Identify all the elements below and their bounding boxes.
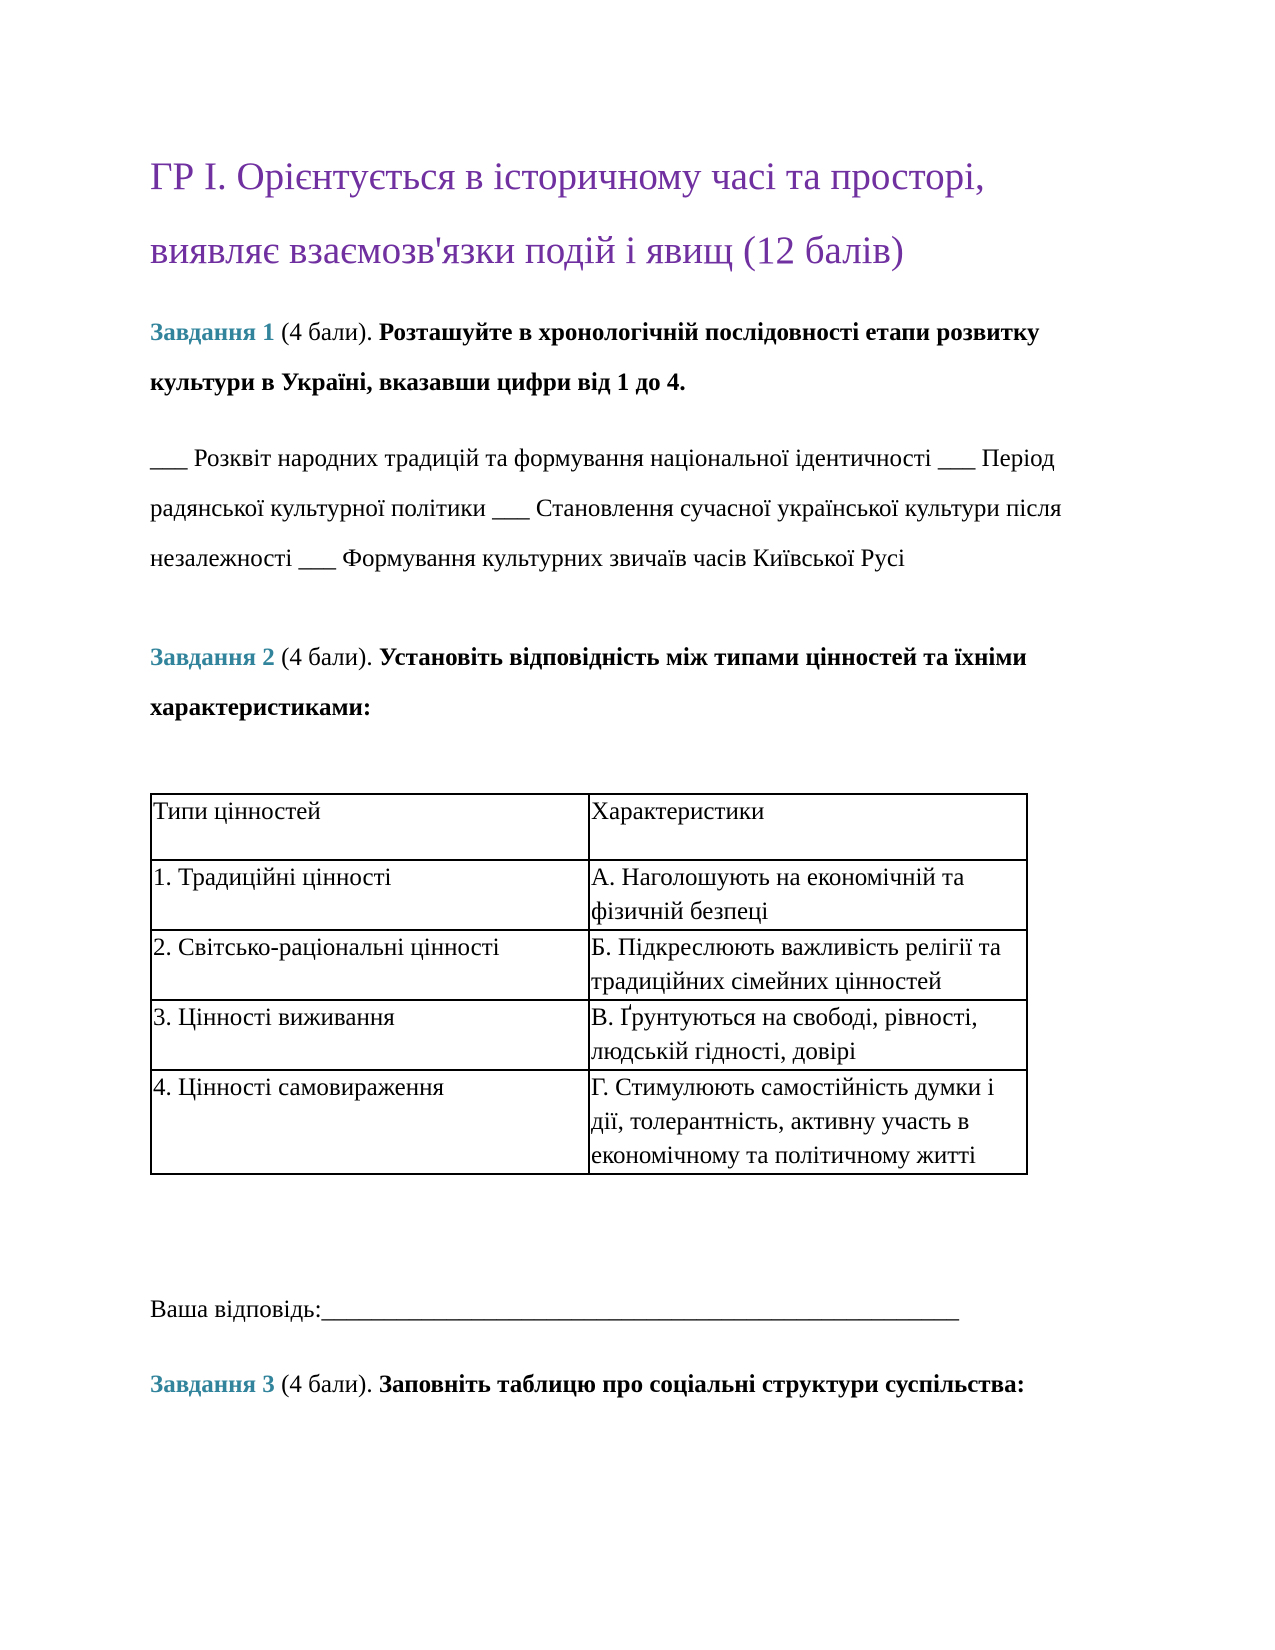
section-heading: [150, 140, 1130, 288]
table-header-characteristics: Характеристики: [589, 794, 1027, 860]
task-1-points: (4 бали).: [281, 319, 373, 346]
task-2-points: (4 бали).: [281, 644, 373, 671]
answer-line: [150, 1290, 959, 1330]
table-cell-type: 3. Цінності виживання: [151, 1000, 589, 1070]
task-1-item: ___ Становлення сучасної української культури після незалежності: [150, 495, 1062, 572]
task-1-item: ___ Формування культурних звичаїв часів Київської Русі: [298, 545, 905, 572]
table-row: [151, 930, 1027, 1000]
table-cell-type: 2. Світсько-раціональні цінності: [151, 930, 589, 1000]
task-3-points: (4 бали).: [281, 1371, 373, 1398]
section-heading-line-2: виявляє взаємозв'язки подій і явищ (12 балів): [150, 229, 904, 272]
values-matching-table: [150, 793, 1028, 1175]
task-3: [150, 1360, 1130, 1410]
table-row: [151, 860, 1027, 930]
table-row: [151, 1070, 1027, 1174]
task-3-label: Завдання 3: [150, 1371, 275, 1398]
task-2-instruction: Установіть відповідність між типами цінностей та їхніми характеристиками:: [150, 644, 1027, 721]
task-1-label: Завдання 1: [150, 319, 275, 346]
section-heading-line-1: ГР І. Орієнтується в історичному часі та просторі,: [150, 155, 985, 198]
table-cell-characteristic: В. Ґрунтуються на свободі, рівності, людській гідності, довірі: [589, 1000, 1027, 1070]
task-1-item: ___ Період радянської культурної політики: [150, 445, 1055, 522]
answer-label: Ваша відповідь:: [150, 1296, 322, 1323]
answer-blank[interactable]: ___________________________________________________: [321, 1296, 960, 1323]
task-1-items: [150, 434, 1130, 584]
table-header-types: Типи цінностей: [151, 794, 589, 860]
table-cell-characteristic: Б. Підкреслюють важливість релігії та традиційних сімейних цінностей: [589, 930, 1027, 1000]
table-row: [151, 1000, 1027, 1070]
task-1-item: ___ Розквіт народних традицій та формування національної ідентичності: [150, 445, 932, 472]
task-2-label: Завдання 2: [150, 644, 275, 671]
table-cell-characteristic: Г. Стимулюють самостійність думки і дії, толерантність, активну участь в економічному та політичному житті: [589, 1070, 1027, 1174]
task-1-instruction: Розташуйте в хронологічній послідовності етапи розвитку культури в Україні, вказавши цифри від 1 до 4.: [150, 319, 1040, 396]
task-3-instruction: Заповніть таблицю про соціальні структури суспільства:: [378, 1371, 1025, 1398]
table-cell-characteristic: А. Наголошують на економічній та фізичній безпеці: [589, 860, 1027, 930]
task-2: [150, 633, 1130, 733]
table-cell-type: 1. Традиційні цінності: [151, 860, 589, 930]
table-cell-type: 4. Цінності самовираження: [151, 1070, 589, 1174]
table-header-row: [151, 794, 1027, 860]
task-1: [150, 308, 1130, 408]
